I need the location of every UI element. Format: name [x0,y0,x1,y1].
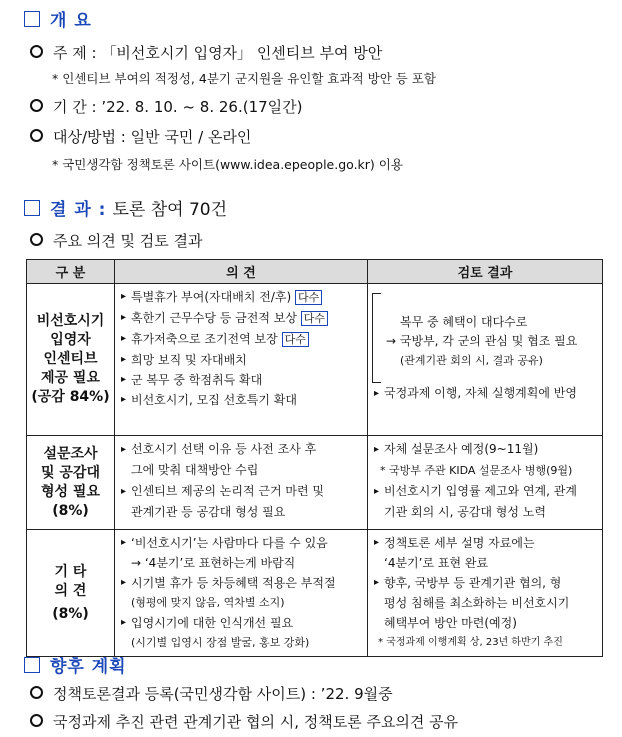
review-note: * 국정과제 이행계획 상, 23년 하반기 추진 [378,637,563,648]
list-item: ▸ 선호시기 선택 이유 등 사전 조사 후 [121,439,363,460]
row1-opinions [115,284,368,436]
topic-line [30,42,382,63]
list-item-cont: 기관 회의 시, 공감대 형성 노력 [384,505,546,519]
plan-item-1: 정책토론결과 등록(국민생각함 사이트) : ’22. 9월중 [30,683,393,704]
result-summary: 토론 참여 70건 [112,200,228,220]
period-line [30,96,303,117]
period-label: 기 간 : [53,98,97,116]
list-item: ▸ 인센티브 제공의 논리적 근거 마련 및 [121,481,363,502]
table-row [27,436,603,530]
arrow-right-icon: → [386,334,397,348]
review-note: * 국방부 주관 KIDA 설문조사 병행(9월) [380,464,573,477]
list-item: ▸ 자체 설문조사 예정(9~11월) [374,439,598,460]
list-item: ▸ 비선호시기, 모집 선호특기 확대 [121,390,363,410]
table-row [27,530,603,657]
section-heading-plan: 향후 계획 [24,652,127,677]
row1-review [368,284,603,436]
list-item: ▸ 비선호시기 입영률 제고와 연계, 관계 [374,481,598,502]
circle-bullet-icon [30,233,43,246]
circle-bullet-icon [30,714,43,727]
square-bullet-icon [24,11,40,27]
list-item-cont: (시기별 입영시 장점 발굴, 홍보 강화) [131,636,310,649]
row2-review [368,436,603,530]
list-item: ▸ 국정과제 이행, 자체 실행계획에 반영 [374,384,598,403]
col-header-opinion: 의 견 [115,260,368,284]
list-item: ▸ 혹한기 근무수당 등 금전적 보상 다수 [121,308,363,329]
section-heading-overview: 개 요 [24,6,92,31]
majority-tag: 다수 [301,311,328,326]
circle-bullet-icon [30,129,43,142]
review-brace-line2: → 국방부, 각 군의 관심 및 협조 필요 [386,334,578,348]
list-item-cont: 관계기관 등 공감대 형성 필요 [131,505,286,519]
row1-category: 비선호시기 입영자 인센티브 제공 필요 (공감 84%) [27,284,115,436]
topic-label: 주 제 : [53,44,97,62]
list-item: ▸ 군 복무 중 학점취득 확대 [121,370,363,390]
review-brace-line1: 복무 중 혜택이 대다수로 [400,315,528,329]
result-sub-heading: 주요 의견 및 검토 결과 [30,230,202,251]
list-item-cont: → ‘4분기’로 표현하는게 바람직 [131,556,296,570]
list-item: ▸ 정책토론 세부 설명 자료에는 [374,533,598,553]
circle-bullet-icon [30,686,43,699]
list-item-cont: 그에 맞춰 대책방안 수립 [131,463,259,477]
list-item: ▸ 향후, 국방부 등 관계기관 협의, 형 [374,573,598,593]
bracket-line [372,293,381,383]
list-item: ▸ ‘비선호시기’는 사람마다 다를 수 있음 [121,533,363,553]
list-item: ▸ 희망 보직 및 자대배치 [121,350,363,370]
square-bullet-icon [24,657,40,673]
plan-item-2: 국정과제 추진 관련 관계기관 협의 시, 정책토론 주요의견 공유 [30,711,458,732]
section-heading-result: 결 과 : 토론 참여 70건 [24,195,227,220]
table-row [27,284,603,436]
row2-opinions [115,436,368,530]
list-item: ▸ 휴가저축으로 조기전역 보장 다수 [121,329,363,350]
list-item: ▸ 특별휴가 부여(자대배치 전/후) 다수 [121,287,363,308]
circle-bullet-icon [30,45,43,58]
list-item-cont: (형평에 맞지 않음, 역차별 소지) [131,596,285,609]
square-bullet-icon [24,200,40,216]
target-line [30,126,251,147]
col-header-category: 구 분 [27,260,115,284]
list-item-cont: 혜택부여 방안 마련(예정) [384,616,517,630]
topic-value: 「비선호시기 입영자」 인센티브 부여 방안 [101,44,383,62]
target-note: * 국민생각함 정책토론 사이트(www.idea.epeople.go.kr) 이용 [52,157,403,172]
list-item-cont: ‘4분기’로 표현 완료 [384,556,489,570]
majority-tag: 다수 [295,290,322,305]
circle-bullet-icon [30,99,43,112]
topic-note: * 인센티브 부여의 적정성, 4분기 군지원을 유인할 효과적 방안 등 포함 [52,71,436,86]
list-item-cont: 평성 침해를 최소화하는 비선호시기 [384,596,570,610]
row3-opinions [115,530,368,657]
majority-tag: 다수 [282,332,309,347]
review-brace-line3: (관계기관 회의 시, 결과 공유) [400,354,543,367]
opinion-table [26,259,603,657]
row2-category: 설문조사 및 공감대 형성 필요 (8%) [27,436,115,530]
target-label: 대상/방법 : [53,128,126,146]
row3-review [368,530,603,657]
list-item: ▸ 시기별 휴가 등 차등혜택 적용은 부적절 [121,573,363,593]
target-value: 일반 국민 / 온라인 [130,128,252,146]
col-header-review: 검토 결과 [368,260,603,284]
period-value: ’22. 8. 10. ~ 8. 26.(17일간) [101,98,303,116]
table-header-row [27,260,603,284]
list-item: ▸ 입영시기에 대한 인식개선 필요 [121,613,363,633]
row3-category: 기 타 의 견 (8%) [27,530,115,657]
